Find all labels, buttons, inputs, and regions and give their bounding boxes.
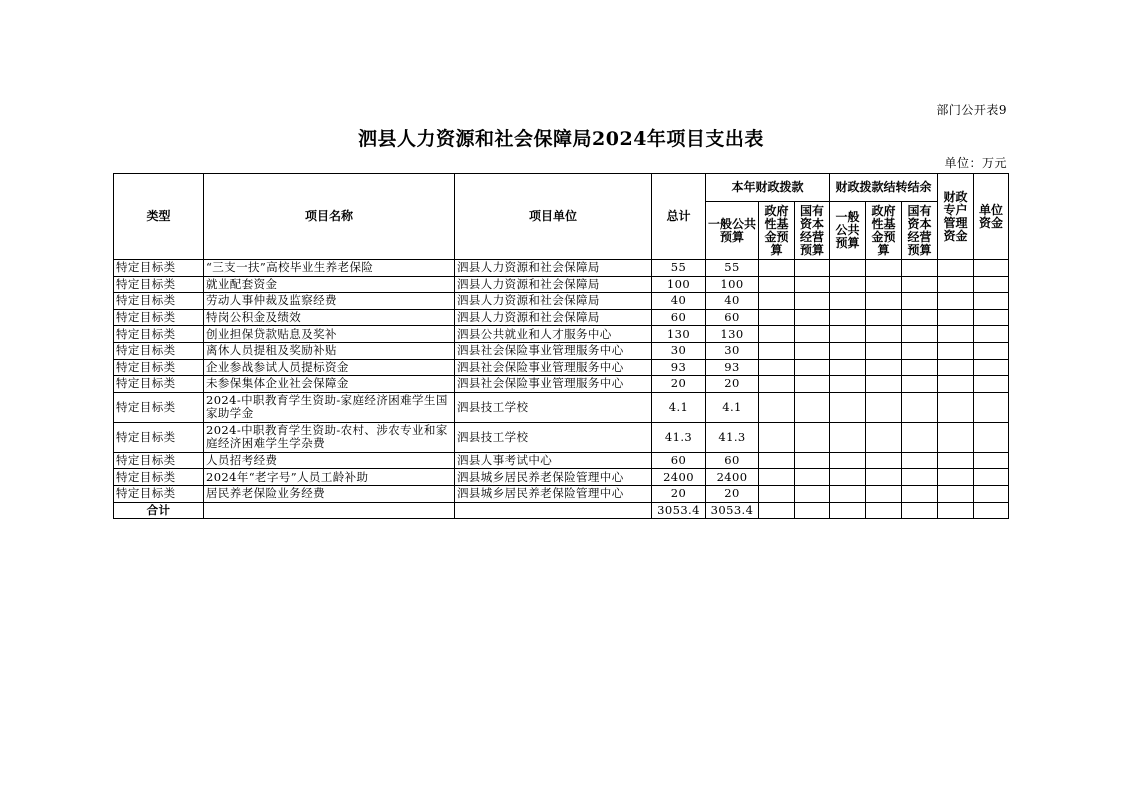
cell-general-budget: 20 xyxy=(706,376,759,393)
header-state-capital-budget: 国有资本经营预算 xyxy=(795,202,830,260)
cell-empty xyxy=(759,293,795,310)
cell-empty xyxy=(455,502,652,519)
cell-empty xyxy=(902,422,938,452)
cell-empty xyxy=(974,260,1009,277)
cell-empty xyxy=(830,309,866,326)
cell-empty xyxy=(795,293,830,310)
cell-project-name: 未参保集体企业社会保障金 xyxy=(204,376,455,393)
cell-empty xyxy=(902,376,938,393)
header-general-budget: 一般公共预算 xyxy=(706,202,759,260)
cell-general-budget: 100 xyxy=(706,276,759,293)
cell-type: 特定目标类 xyxy=(114,293,204,310)
cell-empty xyxy=(938,469,974,486)
cell-empty xyxy=(902,485,938,502)
cell-empty xyxy=(866,309,902,326)
header-project-name: 项目名称 xyxy=(204,174,455,260)
cell-total: 93 xyxy=(652,359,706,376)
cell-type: 特定目标类 xyxy=(114,260,204,277)
cell-empty xyxy=(830,326,866,343)
table-row xyxy=(114,376,1009,393)
cell-empty xyxy=(902,359,938,376)
cell-total: 20 xyxy=(652,376,706,393)
cell-general-budget: 60 xyxy=(706,309,759,326)
cell-total: 20 xyxy=(652,485,706,502)
cell-empty xyxy=(866,342,902,359)
cell-empty xyxy=(830,276,866,293)
cell-empty xyxy=(830,422,866,452)
cell-project-name: 离休人员提租及奖励补贴 xyxy=(204,342,455,359)
page-title: 泗县人力资源和社会保障局2024年项目支出表 xyxy=(358,128,764,150)
cell-empty xyxy=(974,293,1009,310)
cell-empty xyxy=(902,502,938,519)
cell-empty xyxy=(902,293,938,310)
cell-total: 60 xyxy=(652,309,706,326)
cell-empty xyxy=(866,260,902,277)
total-row xyxy=(114,502,1009,519)
cell-empty xyxy=(204,502,455,519)
cell-project-unit: 泗县技工学校 xyxy=(455,392,652,422)
cell-empty xyxy=(759,260,795,277)
cell-empty xyxy=(974,359,1009,376)
cell-empty xyxy=(795,502,830,519)
table-row xyxy=(114,326,1009,343)
cell-empty xyxy=(830,502,866,519)
cell-empty xyxy=(938,293,974,310)
cell-project-name: 特岗公积金及绩效 xyxy=(204,309,455,326)
cell-empty xyxy=(938,309,974,326)
cell-empty xyxy=(902,452,938,469)
cell-empty xyxy=(830,293,866,310)
cell-empty xyxy=(795,309,830,326)
cell-empty xyxy=(759,276,795,293)
cell-project-unit: 泗县人力资源和社会保障局 xyxy=(455,293,652,310)
table-row xyxy=(114,485,1009,502)
cell-total: 2400 xyxy=(652,469,706,486)
cell-type: 特定目标类 xyxy=(114,276,204,293)
cell-type: 特定目标类 xyxy=(114,376,204,393)
cell-empty xyxy=(974,452,1009,469)
cell-project-unit: 泗县社会保险事业管理服务中心 xyxy=(455,342,652,359)
header-carry-general: 一般公共预算 xyxy=(830,202,866,260)
cell-type: 特定目标类 xyxy=(114,359,204,376)
cell-empty xyxy=(974,502,1009,519)
total-general-budget: 3053.4 xyxy=(706,502,759,519)
cell-empty xyxy=(938,452,974,469)
cell-empty xyxy=(866,359,902,376)
table-row xyxy=(114,293,1009,310)
cell-general-budget: 30 xyxy=(706,342,759,359)
cell-empty xyxy=(866,469,902,486)
cell-empty xyxy=(795,359,830,376)
cell-empty xyxy=(759,469,795,486)
table-row xyxy=(114,309,1009,326)
cell-type: 特定目标类 xyxy=(114,326,204,343)
cell-empty xyxy=(759,359,795,376)
cell-empty xyxy=(795,260,830,277)
header-total: 总计 xyxy=(652,174,706,260)
cell-empty xyxy=(974,276,1009,293)
cell-project-name: 2024年“老字号”人员工龄补助 xyxy=(204,469,455,486)
cell-project-name: 居民养老保险业务经费 xyxy=(204,485,455,502)
cell-general-budget: 130 xyxy=(706,326,759,343)
cell-empty xyxy=(759,376,795,393)
cell-general-budget: 55 xyxy=(706,260,759,277)
cell-type: 特定目标类 xyxy=(114,485,204,502)
cell-type: 特定目标类 xyxy=(114,309,204,326)
cell-empty xyxy=(795,452,830,469)
header-type: 类型 xyxy=(114,174,204,260)
cell-total: 4.1 xyxy=(652,392,706,422)
cell-empty xyxy=(866,276,902,293)
project-expenditure-table xyxy=(113,173,1009,519)
cell-empty xyxy=(795,422,830,452)
cell-empty xyxy=(830,469,866,486)
cell-empty xyxy=(902,260,938,277)
cell-project-unit: 泗县人力资源和社会保障局 xyxy=(455,309,652,326)
cell-empty xyxy=(902,342,938,359)
table-row xyxy=(114,276,1009,293)
cell-empty xyxy=(866,422,902,452)
cell-empty xyxy=(759,392,795,422)
cell-empty xyxy=(938,376,974,393)
cell-empty xyxy=(974,309,1009,326)
cell-empty xyxy=(830,485,866,502)
table-row xyxy=(114,422,1009,452)
cell-empty xyxy=(830,359,866,376)
unit-label: 单位：万元 xyxy=(944,156,1007,170)
cell-empty xyxy=(902,392,938,422)
cell-empty xyxy=(866,326,902,343)
cell-empty xyxy=(830,392,866,422)
cell-empty xyxy=(830,452,866,469)
header-carryover-group: 财政拨款结转结余 xyxy=(830,174,938,202)
cell-empty xyxy=(866,392,902,422)
cell-empty xyxy=(974,485,1009,502)
cell-type: 特定目标类 xyxy=(114,452,204,469)
cell-general-budget: 2400 xyxy=(706,469,759,486)
total-sum: 3053.4 xyxy=(652,502,706,519)
cell-total: 60 xyxy=(652,452,706,469)
cell-empty xyxy=(830,342,866,359)
header-carry-state-capital: 国有资本经营预算 xyxy=(902,202,938,260)
cell-empty xyxy=(938,276,974,293)
table-row xyxy=(114,469,1009,486)
cell-empty xyxy=(938,260,974,277)
cell-total: 55 xyxy=(652,260,706,277)
cell-empty xyxy=(902,469,938,486)
cell-empty xyxy=(938,485,974,502)
table-row xyxy=(114,452,1009,469)
table-row xyxy=(114,260,1009,277)
cell-empty xyxy=(795,392,830,422)
cell-empty xyxy=(866,452,902,469)
cell-project-unit: 泗县社会保险事业管理服务中心 xyxy=(455,359,652,376)
cell-project-name: 劳动人事仲裁及监察经费 xyxy=(204,293,455,310)
cell-project-unit: 泗县人力资源和社会保障局 xyxy=(455,276,652,293)
cell-empty xyxy=(938,342,974,359)
header-gov-fund-budget: 政府性基金预算 xyxy=(759,202,795,260)
cell-empty xyxy=(902,309,938,326)
cell-empty xyxy=(974,469,1009,486)
cell-empty xyxy=(974,422,1009,452)
cell-general-budget: 60 xyxy=(706,452,759,469)
cell-empty xyxy=(866,376,902,393)
table-row xyxy=(114,359,1009,376)
cell-project-name: 人员招考经费 xyxy=(204,452,455,469)
cell-empty xyxy=(759,502,795,519)
cell-empty xyxy=(974,392,1009,422)
cell-empty xyxy=(759,422,795,452)
cell-empty xyxy=(974,326,1009,343)
cell-empty xyxy=(902,276,938,293)
cell-project-name: 2024-中职教育学生资助-家庭经济困难学生国家助学金 xyxy=(204,392,455,422)
cell-empty xyxy=(938,326,974,343)
cell-empty xyxy=(759,326,795,343)
cell-empty xyxy=(866,293,902,310)
cell-empty xyxy=(830,376,866,393)
cell-total: 130 xyxy=(652,326,706,343)
cell-empty xyxy=(795,376,830,393)
cell-project-unit: 泗县社会保险事业管理服务中心 xyxy=(455,376,652,393)
header-project-unit: 项目单位 xyxy=(455,174,652,260)
cell-type: 特定目标类 xyxy=(114,392,204,422)
table-row xyxy=(114,342,1009,359)
cell-total: 100 xyxy=(652,276,706,293)
cell-empty xyxy=(866,485,902,502)
cell-empty xyxy=(938,392,974,422)
cell-empty xyxy=(795,485,830,502)
cell-general-budget: 40 xyxy=(706,293,759,310)
cell-empty xyxy=(795,326,830,343)
header-current-year-group: 本年财政拨款 xyxy=(706,174,830,202)
cell-project-unit: 泗县人力资源和社会保障局 xyxy=(455,260,652,277)
cell-general-budget: 20 xyxy=(706,485,759,502)
cell-empty xyxy=(759,452,795,469)
cell-empty xyxy=(759,309,795,326)
header-unit-funds: 单位资金 xyxy=(974,174,1009,260)
cell-empty xyxy=(938,502,974,519)
total-label: 合计 xyxy=(114,502,204,519)
cell-empty xyxy=(795,469,830,486)
cell-project-name: “三支一扶”高校毕业生养老保险 xyxy=(204,260,455,277)
cell-project-name: 2024-中职教育学生资助-农村、涉农专业和家庭经济困难学生学杂费 xyxy=(204,422,455,452)
table-row xyxy=(114,392,1009,422)
cell-project-unit: 泗县公共就业和人才服务中心 xyxy=(455,326,652,343)
cell-project-unit: 泗县技工学校 xyxy=(455,422,652,452)
cell-project-unit: 泗县城乡居民养老保险管理中心 xyxy=(455,485,652,502)
cell-empty xyxy=(974,342,1009,359)
cell-total: 41.3 xyxy=(652,422,706,452)
cell-project-unit: 泗县城乡居民养老保险管理中心 xyxy=(455,469,652,486)
cell-total: 30 xyxy=(652,342,706,359)
cell-project-name: 创业担保贷款贴息及奖补 xyxy=(204,326,455,343)
cell-empty xyxy=(759,485,795,502)
cell-general-budget: 4.1 xyxy=(706,392,759,422)
cell-project-unit: 泗县人事考试中心 xyxy=(455,452,652,469)
cell-type: 特定目标类 xyxy=(114,422,204,452)
cell-type: 特定目标类 xyxy=(114,342,204,359)
cell-project-name: 企业参战参试人员提标资金 xyxy=(204,359,455,376)
cell-type: 特定目标类 xyxy=(114,469,204,486)
cell-empty xyxy=(938,422,974,452)
cell-total: 40 xyxy=(652,293,706,310)
header-special-account: 财政专户管理资金 xyxy=(938,174,974,260)
cell-empty xyxy=(902,326,938,343)
cell-general-budget: 41.3 xyxy=(706,422,759,452)
cell-empty xyxy=(974,376,1009,393)
cell-general-budget: 93 xyxy=(706,359,759,376)
cell-empty xyxy=(759,342,795,359)
cell-empty xyxy=(866,502,902,519)
cell-empty xyxy=(938,359,974,376)
cell-empty xyxy=(795,276,830,293)
cell-empty xyxy=(795,342,830,359)
cell-empty xyxy=(830,260,866,277)
cell-project-name: 就业配套资金 xyxy=(204,276,455,293)
header-carry-gov-fund: 政府性基金预算 xyxy=(866,202,902,260)
form-number: 部门公开表9 xyxy=(936,103,1007,117)
